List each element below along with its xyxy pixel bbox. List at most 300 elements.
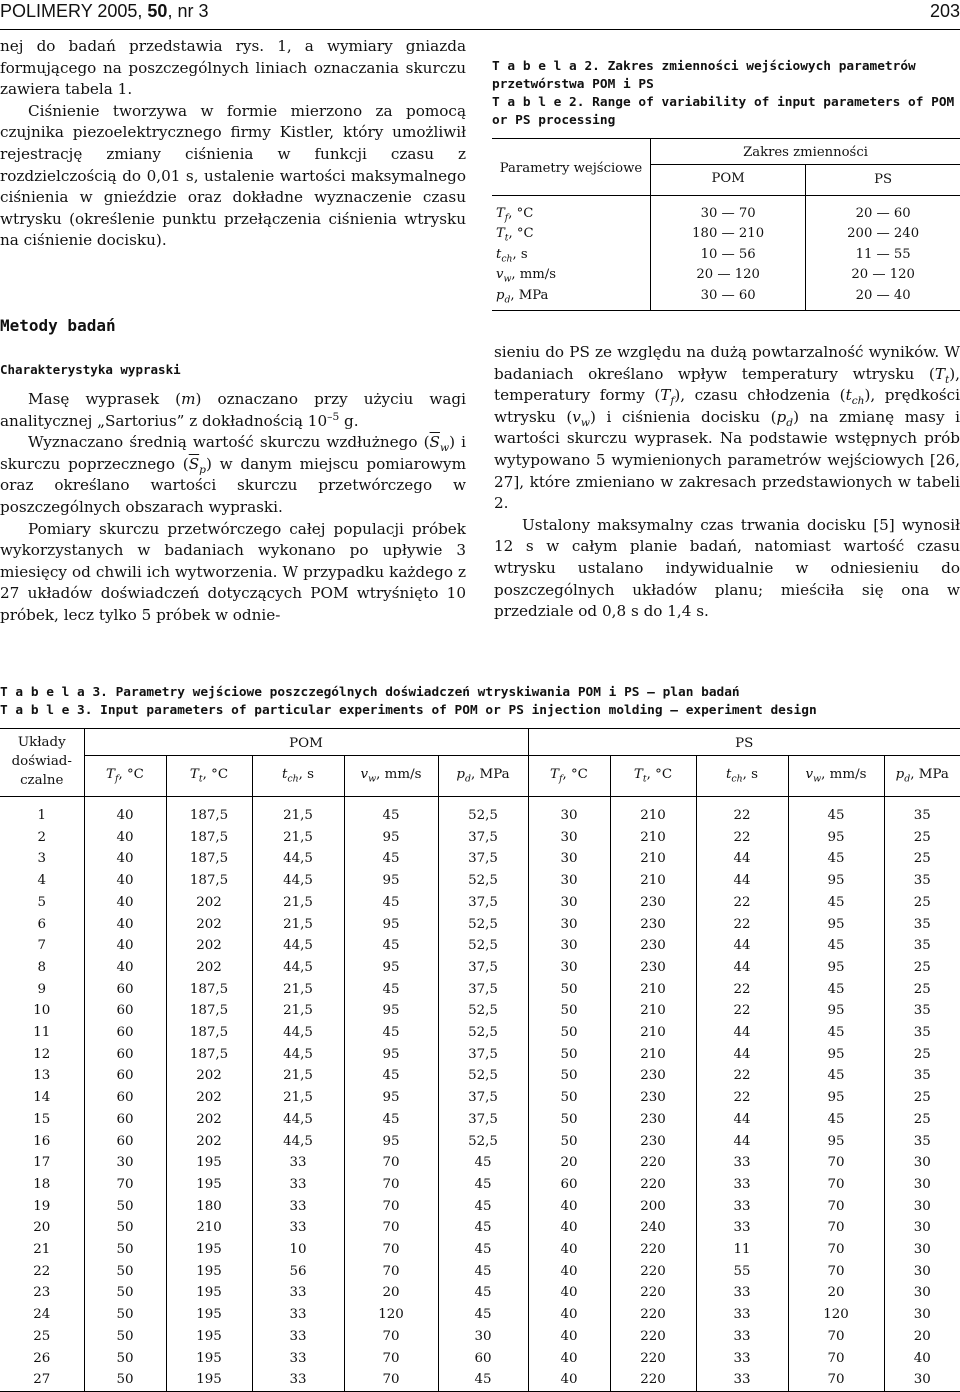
table-cell: 50 <box>528 1000 610 1022</box>
table-cell: 220 <box>610 1152 696 1174</box>
table-cell: 202 <box>166 1065 252 1087</box>
table-cell: 40 <box>528 1239 610 1261</box>
table-cell: 95 <box>344 957 438 979</box>
table-cell: 70 <box>788 1239 884 1261</box>
table-row <box>0 1087 960 1109</box>
table-row <box>0 1239 960 1261</box>
table-cell: 30 <box>528 935 610 957</box>
table-cell: 70 <box>344 1217 438 1239</box>
table-cell: 52,5 <box>438 914 528 936</box>
table-cell: 40 <box>84 848 166 870</box>
table-cell: 45 <box>344 848 438 870</box>
table-cell: 187,5 <box>166 1022 252 1044</box>
table-cell: 45 <box>344 797 438 827</box>
table-cell: 95 <box>344 914 438 936</box>
table-row <box>0 1022 960 1044</box>
table-cell: 230 <box>610 1087 696 1109</box>
table-row <box>0 1261 960 1283</box>
table-cell: 195 <box>166 1369 252 1391</box>
table-cell: 35 <box>884 870 960 892</box>
table-cell: 44,5 <box>252 1109 344 1131</box>
table-cell: 44 <box>696 935 788 957</box>
table-cell: 27 <box>0 1369 84 1391</box>
table-row <box>0 892 960 914</box>
table-cell: 230 <box>610 914 696 936</box>
table-row <box>0 797 960 827</box>
table-cell: 45 <box>788 1065 884 1087</box>
table-cell: 37,5 <box>438 1044 528 1066</box>
table-cell: 21,5 <box>252 914 344 936</box>
table3 <box>0 728 960 1392</box>
table-cell: 22 <box>696 979 788 1001</box>
table-cell: 50 <box>84 1282 166 1304</box>
table-cell: 95 <box>788 1000 884 1022</box>
table-cell: 45 <box>344 979 438 1001</box>
table-cell: 70 <box>788 1326 884 1348</box>
table-cell: 60 <box>84 1087 166 1109</box>
table-cell: 70 <box>788 1261 884 1283</box>
table-cell: 20 <box>884 1326 960 1348</box>
table-cell: 220 <box>610 1261 696 1283</box>
table-cell: 52,5 <box>438 797 528 827</box>
table-cell: 10 <box>0 1000 84 1022</box>
table-cell: 187,5 <box>166 1000 252 1022</box>
table-cell: 40 <box>884 1348 960 1370</box>
table-cell: 220 <box>610 1304 696 1326</box>
left-column-bottom <box>0 389 466 627</box>
table-cell: 230 <box>610 892 696 914</box>
table-cell: 44,5 <box>252 957 344 979</box>
table-cell: 12 <box>0 1044 84 1066</box>
table-row: $T_f$, °C 30 — 70 20 — 60 <box>492 204 960 225</box>
table-cell: 60 <box>84 1022 166 1044</box>
table3-head-uklady: Układy doświad-czalne <box>0 729 84 797</box>
table-cell: 95 <box>788 914 884 936</box>
table-cell: 21,5 <box>252 797 344 827</box>
table-row <box>0 1065 960 1087</box>
table-cell: 40 <box>84 957 166 979</box>
table-cell: 220 <box>610 1174 696 1196</box>
table-cell: 45 <box>438 1152 528 1174</box>
table3-col-header: $T_t$, °C <box>166 755 252 796</box>
table-cell: 52,5 <box>438 870 528 892</box>
table-cell: 44 <box>696 1044 788 1066</box>
table-cell: 50 <box>528 1109 610 1131</box>
table-cell: 33 <box>252 1282 344 1304</box>
table-cell: 40 <box>528 1217 610 1239</box>
table-cell: 70 <box>344 1369 438 1391</box>
paragraph: Ciśnienie tworzywa w formie mierzono za pomocą czujnika piezoelektrycznego firmy Kistler, który umożliwił rejestrację zmiany ciśnienia w funkcji czasu z rozdzielczością do 0,01 s, ustalenie wartości maksymalnego ciśnienia w gnieździe oraz dokładne wyznaczenie czasu wtrysku (określenie punktu przełączenia ciśnienia wtrysku na ciśnienie docisku). <box>0 101 466 252</box>
table-cell: 30 <box>528 957 610 979</box>
table3-head-pom: POM <box>84 729 528 756</box>
table-cell: 22 <box>696 1000 788 1022</box>
table-cell: 210 <box>610 979 696 1001</box>
table-row <box>0 979 960 1001</box>
table-cell: 40 <box>84 914 166 936</box>
table-cell: 35 <box>884 1065 960 1087</box>
table-cell: 40 <box>528 1304 610 1326</box>
table-cell: 30 <box>884 1261 960 1283</box>
table-cell: 6 <box>0 914 84 936</box>
table-cell: 45 <box>438 1217 528 1239</box>
table-cell: 202 <box>166 892 252 914</box>
table-row <box>0 848 960 870</box>
table-row: $v_w$, mm/s 20 — 120 20 — 120 <box>492 265 960 286</box>
table-row <box>0 935 960 957</box>
table-cell: 30 <box>528 914 610 936</box>
table-cell: 37,5 <box>438 1087 528 1109</box>
table-cell: 202 <box>166 914 252 936</box>
table-cell: 70 <box>344 1261 438 1283</box>
table-cell: 30 <box>84 1152 166 1174</box>
table-cell: 20 <box>0 1217 84 1239</box>
table-cell: 21,5 <box>252 827 344 849</box>
table-cell: 21,5 <box>252 979 344 1001</box>
table-cell: 33 <box>696 1326 788 1348</box>
table-cell: 50 <box>528 1087 610 1109</box>
table-cell: 70 <box>788 1196 884 1218</box>
page-header <box>0 0 960 30</box>
table2-head-param: Parametry wejściowe <box>492 139 651 196</box>
table-cell: 17 <box>0 1152 84 1174</box>
table-cell: 33 <box>696 1174 788 1196</box>
table-cell: 60 <box>84 1065 166 1087</box>
table-row <box>0 1369 960 1391</box>
table-cell: 52,5 <box>438 1131 528 1153</box>
table-row <box>0 1196 960 1218</box>
table-cell: 95 <box>788 1044 884 1066</box>
table-row <box>0 1217 960 1239</box>
table-cell: 210 <box>610 848 696 870</box>
table-cell: 45 <box>438 1174 528 1196</box>
table-cell: 45 <box>788 1109 884 1131</box>
paragraph: Wyznaczano średnią wartość skurczu wzdłużnego $(\overline{S}_w)$ i skurczu poprzecznego $(\overline{S}_p)$ w danym miejscu pomiarowym oraz określano wartości skurczu przetwórczego w poszczególnych obszarach wypraski. <box>0 432 466 518</box>
table-cell: 60 <box>84 1000 166 1022</box>
table-row <box>0 827 960 849</box>
table-cell: 20 <box>528 1152 610 1174</box>
table-cell: 37,5 <box>438 848 528 870</box>
paragraph: Ustalony maksymalny czas trwania docisku [5] wynosił 12 s w całym planie badań, natomiast wartość czasu wtrysku ustalano indywidualnie w odniesieniu do poszczególnych układów planu; mieściła się ona w przedziale od 0,8 s do 1,4 s. <box>494 515 960 623</box>
table-cell: 33 <box>252 1369 344 1391</box>
table-cell: 44,5 <box>252 848 344 870</box>
table-cell: 70 <box>788 1369 884 1391</box>
table-row <box>0 1044 960 1066</box>
journal-info: POLIMERY 2005, 50, nr 3 <box>0 1 208 22</box>
table-cell: 10 <box>252 1239 344 1261</box>
table-cell: 60 <box>84 1131 166 1153</box>
table-cell: 35 <box>884 1131 960 1153</box>
paragraph: Pomiary skurczu przetwórczego całej populacji próbek wykorzystanych w badaniach wykonano po upływie 3 miesięcy od chwili ich wytworzenia. W przypadku każdego z 27 układów doświadczeń dotyczących POM wtryśnięto 10 próbek, lecz tylko 5 próbek w odnie- <box>0 519 466 627</box>
table-cell: 30 <box>884 1174 960 1196</box>
table-cell: 50 <box>84 1348 166 1370</box>
table-cell: 52,5 <box>438 1022 528 1044</box>
table-cell: 50 <box>84 1196 166 1218</box>
table-cell: 187,5 <box>166 827 252 849</box>
table-cell: 44 <box>696 848 788 870</box>
table-cell: 30 <box>528 827 610 849</box>
table-cell: 44,5 <box>252 1022 344 1044</box>
table-cell: 220 <box>610 1326 696 1348</box>
table-cell: 210 <box>610 827 696 849</box>
table-cell: 45 <box>344 1109 438 1131</box>
table2-head-ps: PS <box>806 164 960 196</box>
table-cell: 7 <box>0 935 84 957</box>
table-cell: 33 <box>696 1304 788 1326</box>
table-cell: 15 <box>0 1109 84 1131</box>
table-cell: 70 <box>788 1217 884 1239</box>
table-cell: 70 <box>344 1348 438 1370</box>
table-cell: 33 <box>696 1196 788 1218</box>
table-cell: 210 <box>166 1217 252 1239</box>
table-cell: 120 <box>344 1304 438 1326</box>
table-cell: 187,5 <box>166 979 252 1001</box>
section-title: Metody badań <box>0 316 116 335</box>
table-cell: 25 <box>884 827 960 849</box>
table-row <box>0 1348 960 1370</box>
table-cell: 40 <box>528 1261 610 1283</box>
table-cell: 33 <box>252 1196 344 1218</box>
table-cell: 35 <box>884 935 960 957</box>
table-cell: 95 <box>788 827 884 849</box>
table3-col-header: $p_d$, MPa <box>884 755 960 796</box>
table-cell: 220 <box>610 1282 696 1304</box>
table-row <box>0 1326 960 1348</box>
table-cell: 21,5 <box>252 892 344 914</box>
table-cell: 40 <box>84 892 166 914</box>
table-cell: 40 <box>84 797 166 827</box>
table-cell: 35 <box>884 914 960 936</box>
table-cell: 95 <box>344 1087 438 1109</box>
table-cell: 45 <box>788 848 884 870</box>
table-cell: 50 <box>84 1239 166 1261</box>
table-row <box>0 957 960 979</box>
table-cell: 52,5 <box>438 1000 528 1022</box>
table-cell: 20 <box>788 1282 884 1304</box>
table-cell: 50 <box>84 1304 166 1326</box>
table-cell: 11 <box>696 1239 788 1261</box>
table-cell: 45 <box>344 1065 438 1087</box>
table-cell: 40 <box>528 1282 610 1304</box>
table-row <box>0 870 960 892</box>
page-number: 203 <box>930 1 960 22</box>
table-cell: 44 <box>696 1131 788 1153</box>
table-cell: 95 <box>788 957 884 979</box>
table-cell: 44,5 <box>252 1131 344 1153</box>
table-cell: 20 <box>344 1282 438 1304</box>
table-cell: 70 <box>344 1174 438 1196</box>
table-cell: 33 <box>696 1348 788 1370</box>
table-cell: 95 <box>344 1044 438 1066</box>
table-cell: 4 <box>0 870 84 892</box>
table-cell: 33 <box>696 1217 788 1239</box>
table-cell: 56 <box>252 1261 344 1283</box>
table-cell: 187,5 <box>166 1044 252 1066</box>
table3-col-header: $t_{ch}$, s <box>696 755 788 796</box>
table-cell: 50 <box>84 1261 166 1283</box>
table-cell: 22 <box>696 797 788 827</box>
table-cell: 230 <box>610 1131 696 1153</box>
table-cell: 45 <box>438 1369 528 1391</box>
table-cell: 21,5 <box>252 1087 344 1109</box>
table-cell: 195 <box>166 1304 252 1326</box>
table-cell: 95 <box>788 870 884 892</box>
table-cell: 50 <box>528 1131 610 1153</box>
table-cell: 44 <box>696 870 788 892</box>
table-cell: 25 <box>884 979 960 1001</box>
table-cell: 230 <box>610 1109 696 1131</box>
table-cell: 37,5 <box>438 1109 528 1131</box>
table-cell: 95 <box>344 1131 438 1153</box>
table-cell: 60 <box>84 1109 166 1131</box>
table-cell: 33 <box>252 1174 344 1196</box>
table-cell: 33 <box>696 1282 788 1304</box>
table-cell: 25 <box>0 1326 84 1348</box>
table-cell: 30 <box>884 1304 960 1326</box>
table2-caption: T a b e l a 2. Zakres zmienności wejściowych parametrów przetwórstwa POM i PS T a b l e 2. Range of variability of input parameters of POM or PS processing <box>492 58 960 130</box>
table-cell: 26 <box>0 1348 84 1370</box>
table-cell: 180 <box>166 1196 252 1218</box>
table-cell: 200 <box>610 1196 696 1218</box>
table-cell: 95 <box>788 1131 884 1153</box>
table-cell: 13 <box>0 1065 84 1087</box>
table-cell: 16 <box>0 1131 84 1153</box>
table-cell: 33 <box>252 1326 344 1348</box>
table-cell: 230 <box>610 1065 696 1087</box>
table-row <box>0 1152 960 1174</box>
table-cell: 30 <box>884 1196 960 1218</box>
table-cell: 45 <box>438 1304 528 1326</box>
table-cell: 21,5 <box>252 1065 344 1087</box>
table-cell: 50 <box>528 1044 610 1066</box>
table-cell: 60 <box>84 1044 166 1066</box>
table-cell: 22 <box>696 914 788 936</box>
table-cell: 45 <box>788 892 884 914</box>
table-cell: 25 <box>884 1109 960 1131</box>
table-cell: 45 <box>344 935 438 957</box>
table-cell: 220 <box>610 1348 696 1370</box>
table-cell: 1 <box>0 797 84 827</box>
table-cell: 21 <box>0 1239 84 1261</box>
table-cell: 70 <box>84 1174 166 1196</box>
table-row <box>0 1282 960 1304</box>
table-row: $t_{ch}$, s 10 — 56 11 — 55 <box>492 245 960 266</box>
table-cell: 202 <box>166 957 252 979</box>
table-cell: 45 <box>788 1022 884 1044</box>
table-cell: 40 <box>84 827 166 849</box>
table-cell: 202 <box>166 1087 252 1109</box>
table-cell: 2 <box>0 827 84 849</box>
table-cell: 40 <box>528 1196 610 1218</box>
table-cell: 3 <box>0 848 84 870</box>
table3-caption: T a b e l a 3. Parametry wejściowe poszczególnych doświadczeń wtryskiwania POM i PS — plan badań T a b l e 3. Input parameters of particular experiments of POM or PS injection molding — experiment design <box>0 684 960 720</box>
table-cell: 30 <box>438 1326 528 1348</box>
table2-head-range: Zakres zmienności <box>651 139 960 165</box>
subsection-title: Charakterystyka wypraski <box>0 362 181 377</box>
table-cell: 50 <box>528 1022 610 1044</box>
table-cell: 35 <box>884 797 960 827</box>
table-cell: 230 <box>610 935 696 957</box>
table-cell: 45 <box>438 1282 528 1304</box>
table3-head-ps: PS <box>528 729 960 756</box>
table-cell: 202 <box>166 1109 252 1131</box>
table-cell: 210 <box>610 797 696 827</box>
table2 <box>492 138 960 311</box>
table-cell: 30 <box>884 1282 960 1304</box>
table-cell: 95 <box>788 1087 884 1109</box>
table-cell: 195 <box>166 1174 252 1196</box>
table-cell: 45 <box>788 979 884 1001</box>
table-cell: 25 <box>884 848 960 870</box>
table-cell: 37,5 <box>438 957 528 979</box>
table-row <box>0 1174 960 1196</box>
table-cell: 240 <box>610 1217 696 1239</box>
table-cell: 52,5 <box>438 1065 528 1087</box>
table-cell: 70 <box>344 1326 438 1348</box>
table-cell: 35 <box>884 1000 960 1022</box>
table-cell: 33 <box>252 1152 344 1174</box>
table-cell: 30 <box>884 1217 960 1239</box>
table-cell: 120 <box>788 1304 884 1326</box>
table-cell: 22 <box>696 1087 788 1109</box>
table-cell: 45 <box>344 1022 438 1044</box>
table-cell: 70 <box>344 1152 438 1174</box>
table-cell: 40 <box>528 1326 610 1348</box>
table-cell: 24 <box>0 1304 84 1326</box>
table-cell: 45 <box>438 1261 528 1283</box>
table-cell: 33 <box>252 1217 344 1239</box>
table-row <box>0 1109 960 1131</box>
table-cell: 60 <box>528 1174 610 1196</box>
table-cell: 33 <box>252 1304 344 1326</box>
table-cell: 44,5 <box>252 935 344 957</box>
table3-col-header: $T_f$, °C <box>528 755 610 796</box>
table-cell: 187,5 <box>166 848 252 870</box>
table-cell: 45 <box>438 1239 528 1261</box>
table-cell: 40 <box>84 870 166 892</box>
table-cell: 21,5 <box>252 1000 344 1022</box>
table-cell: 44 <box>696 1109 788 1131</box>
table2-head-pom: POM <box>651 164 806 196</box>
table-cell: 25 <box>884 1044 960 1066</box>
table3-col-header: $v_w$, mm/s <box>344 755 438 796</box>
table-cell: 8 <box>0 957 84 979</box>
table-cell: 220 <box>610 1369 696 1391</box>
table-cell: 60 <box>438 1348 528 1370</box>
table-cell: 33 <box>252 1348 344 1370</box>
table-cell: 30 <box>884 1239 960 1261</box>
table-cell: 195 <box>166 1239 252 1261</box>
left-column-top <box>0 36 466 252</box>
table-cell: 33 <box>696 1369 788 1391</box>
table-cell: 37,5 <box>438 892 528 914</box>
table-cell: 40 <box>528 1348 610 1370</box>
table-cell: 30 <box>528 870 610 892</box>
table-cell: 210 <box>610 1000 696 1022</box>
table-cell: 30 <box>884 1152 960 1174</box>
table-cell: 45 <box>788 935 884 957</box>
table-cell: 50 <box>528 1065 610 1087</box>
table-row: $T_t$, °C 180 — 210 200 — 240 <box>492 224 960 245</box>
table-cell: 50 <box>84 1217 166 1239</box>
table-cell: 187,5 <box>166 870 252 892</box>
table-row <box>0 914 960 936</box>
table-cell: 5 <box>0 892 84 914</box>
table-cell: 95 <box>344 870 438 892</box>
table3-col-header: $v_w$, mm/s <box>788 755 884 796</box>
table-row: $p_d$, MPa 30 — 60 20 — 40 <box>492 286 960 311</box>
table-cell: 30 <box>884 1369 960 1391</box>
table-cell: 95 <box>344 827 438 849</box>
